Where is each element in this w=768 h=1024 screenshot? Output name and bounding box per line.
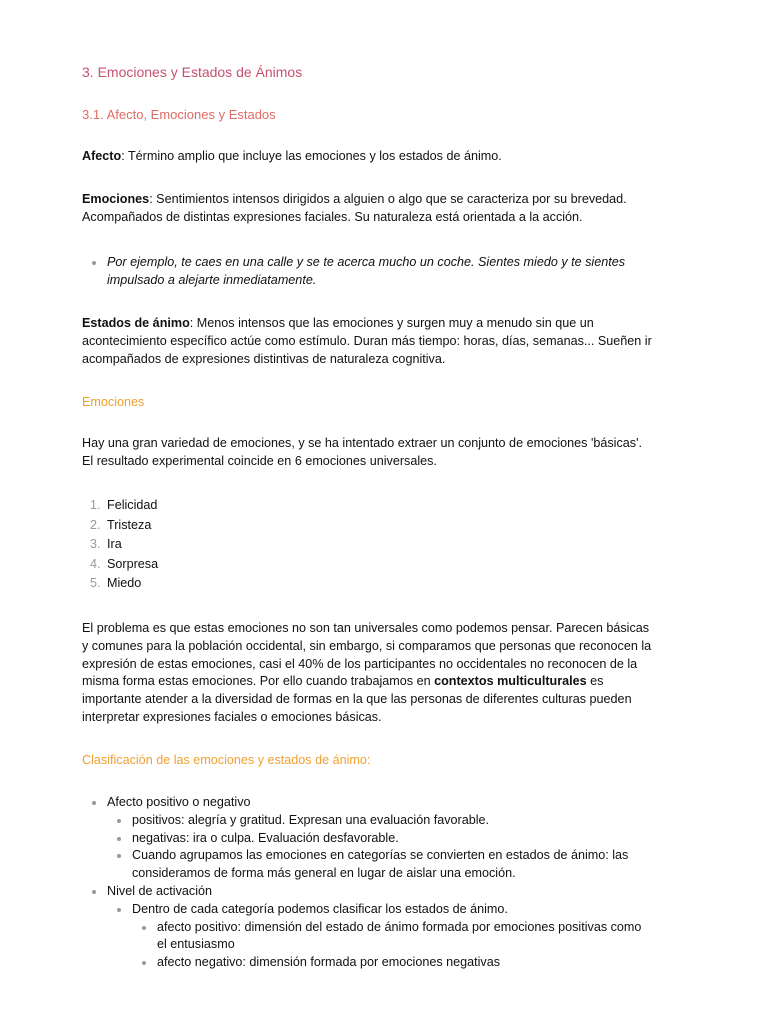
list-item-label: positivos: alegría y gratitud. Expresan una evaluación favorable. [132, 812, 490, 827]
emociones-label: Emociones [82, 192, 150, 206]
bullet-icon [117, 819, 121, 823]
bullet-icon [92, 261, 96, 265]
list-number: 1. [90, 498, 101, 512]
emociones-paragraph [82, 191, 686, 227]
emociones-intro-paragraph [82, 435, 686, 471]
list-number: 2. [90, 517, 101, 532]
list-item-label: Felicidad [107, 498, 158, 512]
list-item [132, 954, 686, 972]
list-item-label-line1: Cuando agrupamos las emociones en categorías se convierten en estados de ánimo: las [132, 848, 629, 863]
list-number: 4. [90, 556, 101, 571]
bullet-icon [92, 801, 96, 805]
example-line2: impulsado a alejarte inmediatamente. [107, 272, 317, 287]
afecto-paragraph [82, 148, 686, 166]
estados-line3: acompañados de expresiones distintivas de naturaleza cognitiva. [82, 351, 446, 366]
bullet-icon [142, 961, 146, 965]
problema-line6: interpretar expresiones faciales o emociones básicas. [82, 709, 382, 724]
problema-paragraph [82, 620, 686, 727]
list-item [107, 847, 686, 883]
list-item-label: Dentro de cada categoría podemos clasificar los estados de ánimo. [132, 901, 508, 916]
list-item-label-line2: el entusiasmo [157, 937, 235, 952]
sub-list [107, 901, 686, 972]
list-item-label: Ira [107, 537, 122, 551]
problema-line4a: misma forma estas emociones. Por ello cuando trabajamos en [82, 674, 435, 689]
list-item [107, 830, 686, 848]
emociones-section-title: Emociones [82, 395, 145, 409]
list-item [132, 919, 686, 955]
estados-paragraph [82, 315, 686, 368]
sub-sub-list [132, 919, 686, 972]
estados-line2: acontecimiento específico actúe como estímulo. Duran más tiempo: horas, días, semanas... Sueñen ir [82, 333, 652, 348]
estados-line1: : Menos intensos que las emociones y surgen muy a menudo sin que un [189, 316, 594, 330]
page-title: 3. Emociones y Estados de Ánimos [82, 64, 303, 80]
afecto-text: : Término amplio que incluye las emociones y los estados de ánimo. [121, 149, 502, 163]
problema-line2: y comunes para la población occidental, sin embargo, si comparamos que personas que reconocen la [82, 638, 652, 653]
clasificacion-section-title: Clasificación de las emociones y estados de ánimo: [82, 753, 371, 767]
list-item [82, 556, 686, 576]
list-item-label: Afecto positivo o negativo [107, 795, 251, 809]
list-item [107, 901, 686, 972]
list-item-label: Nivel de activación [107, 883, 212, 898]
emotions-ordered-list [82, 497, 686, 595]
emociones-intro-line2: El resultado experimental coincide en 6 emociones universales. [82, 453, 437, 468]
problema-line3: expresión de estas emociones, casi el 40% de los participantes no occidentales no reconocen de la [82, 656, 638, 671]
afecto-label: Afecto [82, 149, 122, 163]
list-item-label: Tristeza [107, 517, 152, 532]
sub-list [107, 812, 686, 883]
list-item [82, 517, 686, 537]
list-item-label: afecto negativo: dimensión formada por emociones negativas [157, 955, 501, 970]
bullet-icon [117, 908, 121, 912]
emociones-text-line1: : Sentimientos intensos dirigidos a alguien o algo que se caracteriza por su brevedad. [149, 192, 627, 206]
bullet-icon [142, 926, 146, 930]
list-item [82, 883, 686, 972]
estados-label: Estados de ánimo [82, 316, 190, 330]
list-item-label: Miedo [107, 576, 142, 590]
emociones-text-line2: Acompañados de distintas expresiones faciales. Su naturaleza está orientada a la acción. [82, 209, 583, 224]
problema-line1: El problema es que estas emociones no son tan universales como podemos pensar. Parecen básicas [82, 621, 650, 635]
clasificacion-list [82, 794, 686, 972]
list-item-label-line1: afecto positivo: dimensión del estado de ánimo formada por emociones positivas como [157, 919, 642, 934]
list-item-label: negativas: ira o culpa. Evaluación desfavorable. [132, 830, 399, 845]
list-item [82, 575, 686, 595]
example-line1: Por ejemplo, te caes en una calle y se te acerca mucho un coche. Sientes miedo y te sientes [107, 255, 626, 269]
list-item [82, 794, 686, 883]
list-item-label-line2: consideramos de forma más general en lugar de aislar una emoción. [132, 866, 516, 881]
example-list [82, 254, 686, 290]
list-number: 3. [90, 537, 101, 551]
problema-line5: importante atender a la diversidad de formas en la que las personas de diferentes culturas pueden [82, 692, 632, 707]
problema-bold-term: contextos multiculturales [434, 674, 587, 689]
emociones-intro-line1: Hay una gran variedad de emociones, y se ha intentado extraer un conjunto de emociones 'básicas'. [82, 436, 642, 450]
list-item-label: Sorpresa [107, 556, 159, 571]
list-item [82, 536, 686, 556]
bullet-icon [117, 837, 121, 841]
bullet-icon [117, 854, 121, 858]
list-item [107, 812, 686, 830]
bullet-icon [92, 890, 96, 894]
example-item [82, 254, 686, 290]
list-item [82, 497, 686, 517]
section-subtitle: 3.1. Afecto, Emociones y Estados [82, 107, 276, 122]
problema-line4b: es [586, 674, 604, 689]
list-number: 5. [90, 576, 101, 590]
